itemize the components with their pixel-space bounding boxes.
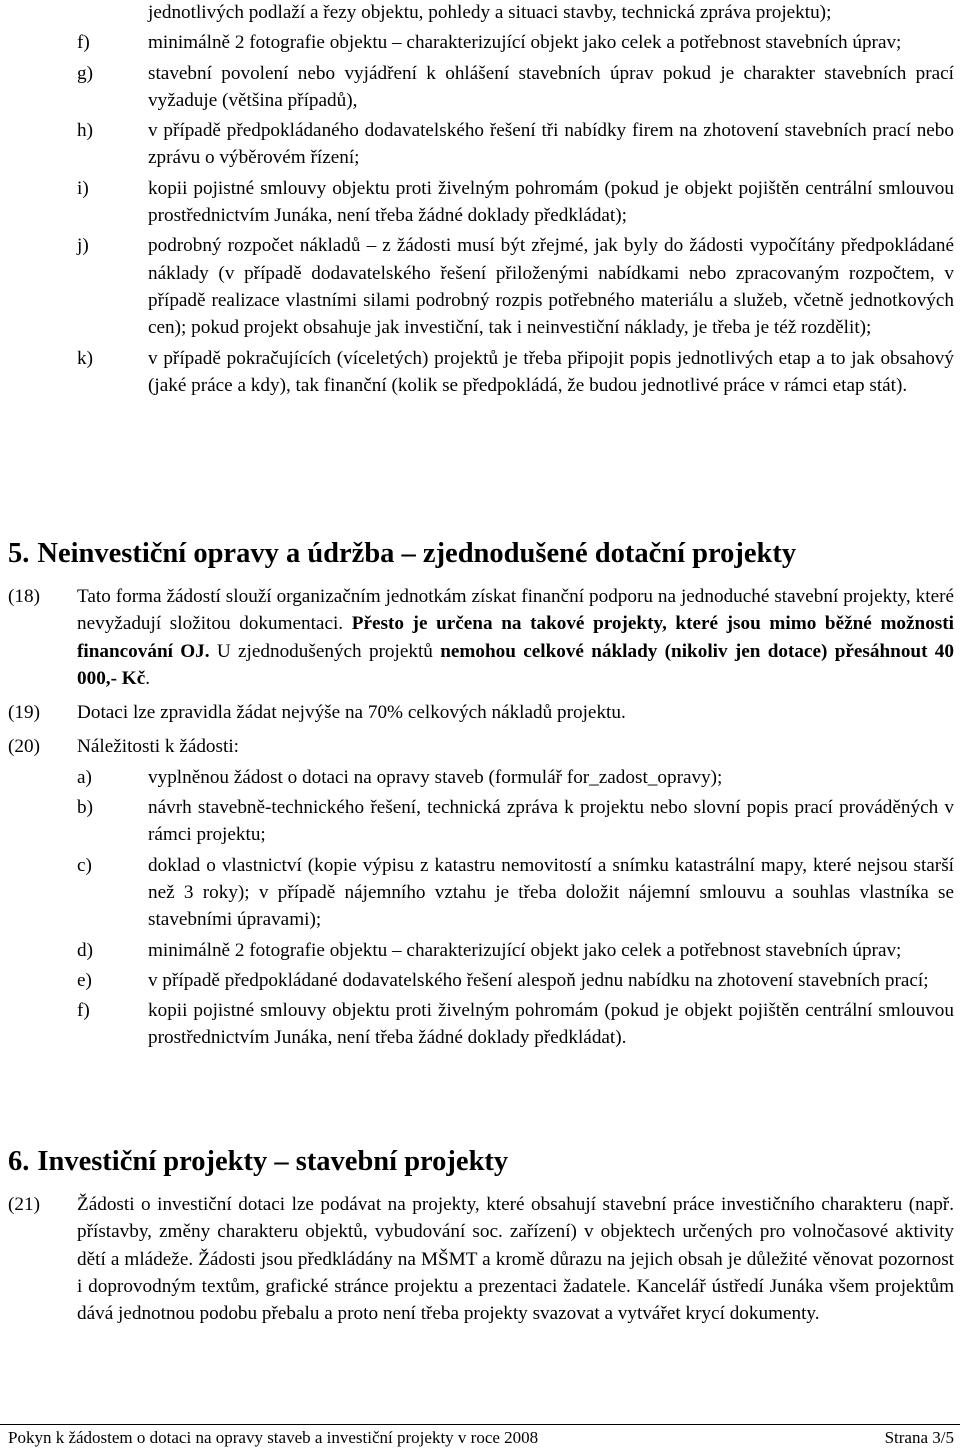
section-6-heading bbox=[8, 1145, 508, 1179]
paragraph-bold-text: Přesto je určena na takové projekty, které jsou mimo běžné možnosti financování OJ. bbox=[77, 613, 954, 662]
section-5-heading bbox=[8, 537, 796, 571]
list-item-label: f) bbox=[77, 1000, 90, 1022]
section-number: 6. bbox=[8, 1146, 30, 1177]
list-item-label: i) bbox=[77, 177, 89, 199]
list-item-g bbox=[0, 60, 960, 115]
paragraph-20 bbox=[0, 733, 960, 760]
section-number: 5. bbox=[8, 538, 30, 569]
list-item-text: minimálně 2 fotografie objektu – charakterizující objekt jako celek a potřebnost stavebních úprav; bbox=[148, 939, 902, 961]
list-item-label: h) bbox=[77, 120, 93, 142]
list-item-label: e) bbox=[77, 969, 92, 991]
list-item-e-continued bbox=[0, 0, 960, 26]
list-item-label: a) bbox=[77, 766, 92, 788]
list-item-d bbox=[0, 937, 960, 964]
section-title: Investiční projekty – stavební projekty bbox=[37, 1146, 509, 1177]
paragraph-number: (19) bbox=[8, 702, 40, 724]
list-top bbox=[0, 0, 960, 399]
footer-title: Pokyn k žádostem o dotaci na opravy staveb a investiční projekty v roce 2008 bbox=[8, 1428, 539, 1447]
list-item-label: f) bbox=[77, 32, 90, 54]
list-item-h bbox=[0, 117, 960, 172]
list-item-b bbox=[0, 794, 960, 849]
list-item-label: b) bbox=[77, 797, 93, 819]
list-item-text: stavební povolení nebo vyjádření k ohlášení stavebních úprav pokud je charakter stavebních prací vyžaduje (většina případů), bbox=[148, 62, 954, 111]
list-item-text: podrobný rozpočet nákladů – z žádosti musí být zřejmé, jak byly do žádosti vypočítány předpokládané náklady (v případě dodavatelského řešení přiloženými nabídkami nebo zpracovaným rozpočtem, v případě realizace vlastními silami podrobný rozpis potřebného materiálu a služeb, včetně jednotkových cen); pokud projekt obsahuje jak investiční, tak i neinvestiční náklady, je třeba je též rozdělit); bbox=[148, 235, 954, 339]
paragraph-18 bbox=[0, 583, 960, 692]
paragraph-number: (20) bbox=[8, 736, 40, 758]
list-item-text: v případě předpokládaného dodavatelského řešení tři nabídky firem na zhotovení stavebních prací nebo zprávu o výběrovém řízení; bbox=[148, 120, 954, 169]
footer-divider bbox=[0, 1424, 960, 1425]
list-item-label: j) bbox=[77, 235, 89, 257]
paragraph-text: Náležitosti k žádosti: bbox=[77, 736, 239, 758]
list-item-text: vyplněnou žádost o dotaci na opravy staveb (formulář for_zadost_opravy); bbox=[148, 766, 723, 788]
paragraph-bold-text: nemohou celkové náklady (nikoliv jen dotace) přesáhnout 40 000,- Kč bbox=[77, 640, 954, 689]
list-item-label: c) bbox=[77, 854, 92, 876]
list-item-text: kopii pojistné smlouvy objektu proti živelným pohromám (pokud je objekt pojištěn centrální smlouvou prostřednictvím Junáka, není třeba žádné doklady předkládat). bbox=[148, 1000, 954, 1049]
list-item-a bbox=[0, 764, 960, 791]
list-item-text: v případě předpokládané dodavatelského řešení alespoň jednu nabídku na zhotovení stavebních prací; bbox=[148, 969, 929, 991]
list-item-label: d) bbox=[77, 939, 93, 961]
list-item-j bbox=[0, 232, 960, 341]
list-item-text: kopii pojistné smlouvy objektu proti živelným pohromám (pokud je objekt pojištěn centrální smlouvou prostřednictvím Junáka, není třeba žádné doklady předkládat); bbox=[148, 177, 954, 227]
section-title: Neinvestiční opravy a údržba – zjednodušené dotační projekty bbox=[37, 538, 797, 569]
list-item-label: k) bbox=[77, 347, 93, 369]
paragraph-number: (18) bbox=[8, 586, 40, 607]
list-item-f2 bbox=[0, 997, 960, 1052]
list-item-i bbox=[0, 175, 960, 230]
paragraph-19 bbox=[0, 699, 960, 726]
paragraph-text: Tato forma žádostí slouží organizačním jednotkám získat finanční podporu na jednoduché stavební projekty, které nevyžadují složitou dokumentaci. bbox=[77, 586, 954, 635]
list-item-text: doklad o vlastnictví (kopie výpisu z katastru nemovitostí a snímku katastrální mapy, které nejsou starší než 3 roky); v případě nájemního vztahu je třeba doložit nájemní smlouvu a souhlas vlastníka se stavebními úpravami); bbox=[148, 854, 954, 931]
page-footer bbox=[8, 1427, 954, 1449]
paragraph-21 bbox=[0, 1191, 960, 1327]
paragraph-text: U zjednodušených projektů bbox=[209, 640, 441, 662]
list-item-text: návrh stavebně-technického řešení, technická zpráva k projektu nebo slovní popis prací prováděných v rámci projektu; bbox=[148, 797, 954, 846]
list-item-k bbox=[0, 345, 960, 400]
paragraph-text: Žádosti o investiční dotaci lze podávat na projekty, které obsahují stavební práce investičního charakteru (např. přístavby, změny charakteru objektů, vybudování soc. zařízení) v objektech určených pro volnočasové aktivity dětí a mládeže. Žádosti jsou předkládány na MŠMT a kromě důrazu na jejich obsah je důležité věnovat pozornost i doprovodným textům, grafické stránce projektu a prezentaci žadatele. Kancelář ústředí Junáka všem projektům dává jednotnou podobu přebalu a proto není třeba projekty svazovat a vytvářet krycí dokumenty. bbox=[77, 1194, 954, 1325]
list-item-text: minimálně 2 fotografie objektu – charakterizující objekt jako celek a potřebnost stavebních úprav; bbox=[148, 32, 902, 54]
paragraph-text: . bbox=[145, 667, 151, 689]
paragraph-text: Dotaci lze zpravidla žádat nejvýše na 70% celkových nákladů projektu. bbox=[77, 702, 626, 724]
page-number: Strana 3/5 bbox=[884, 1428, 954, 1447]
list-item-text: v případě pokračujících (víceletých) projektů je třeba připojit popis jednotlivých etap a to jak obsahový (jaké práce a kdy), tak finanční (kolik se předpokládá, že budou jednotlivé práce v rámci etap stát). bbox=[148, 347, 954, 396]
paragraph-number: (21) bbox=[8, 1194, 40, 1215]
list-item-c bbox=[0, 852, 960, 934]
list-item-f bbox=[0, 29, 960, 56]
list-item-e bbox=[0, 967, 960, 994]
section-6-body bbox=[0, 1191, 960, 1327]
list-item-label: g) bbox=[77, 62, 93, 84]
list-item-text: jednotlivých podlaží a řezy objektu, pohledy a situaci stavby, technická zpráva projektu); bbox=[148, 2, 832, 23]
section-5-body bbox=[0, 583, 960, 1052]
